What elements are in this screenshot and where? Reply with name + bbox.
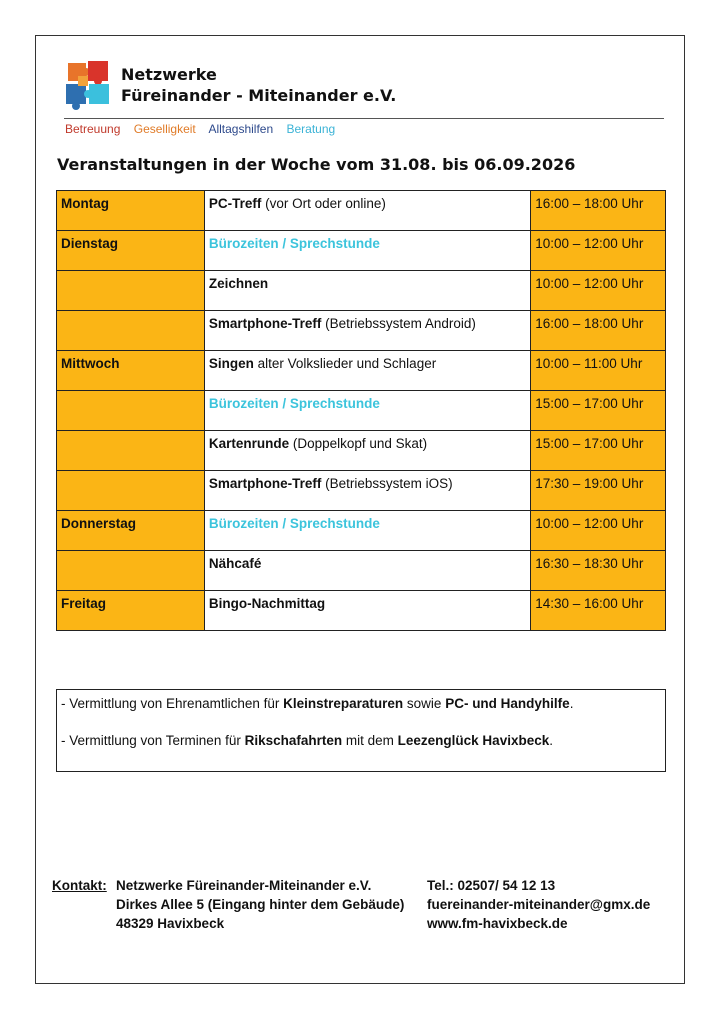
schedule-day-cell: Freitag — [57, 591, 205, 631]
schedule-time-cell: 16:00 – 18:00 Uhr — [531, 311, 666, 351]
schedule-row — [57, 271, 666, 311]
schedule-event-cell — [204, 351, 530, 391]
schedule-time-cell: 17:30 – 19:00 Uhr — [531, 471, 666, 511]
schedule-row — [57, 351, 666, 391]
schedule-event-cell — [204, 391, 530, 431]
event-detail: (Betriebssystem Android) — [321, 316, 476, 331]
contact-city: 48329 Havixbeck — [116, 916, 225, 931]
contact-address — [116, 876, 404, 933]
puzzle-logo-icon — [64, 60, 112, 112]
event-detail: (vor Ort oder online) — [261, 196, 386, 211]
event-title: Nähcafé — [208, 556, 262, 571]
event-detail: alter Volkslieder und Schlager — [253, 356, 437, 371]
schedule-table — [56, 190, 666, 631]
contact-email: fuereinander-miteinander@gmx.de — [427, 897, 651, 912]
contact-website: www.fm-havixbeck.de — [427, 916, 568, 931]
tagline-alltagshilfen: Alltagshilfen — [208, 122, 274, 136]
schedule-time-cell: 16:00 – 18:00 Uhr — [531, 191, 666, 231]
schedule-row — [57, 191, 666, 231]
event-title: Singen — [208, 356, 254, 371]
info-line-repairs: - Vermittlung von Ehrenamtlichen für Kleinstreparaturen sowie PC- und Handyhilfe. — [61, 696, 574, 711]
schedule-row — [57, 591, 666, 631]
event-title: Bingo-Nachmittag — [208, 596, 326, 611]
schedule-time-cell: 15:00 – 17:00 Uhr — [531, 391, 666, 431]
header-divider — [64, 118, 664, 119]
event-title: Bürozeiten / Sprechstunde — [208, 236, 380, 251]
contact-org-name: Netzwerke Füreinander-Miteinander e.V. — [116, 878, 372, 893]
contact-details — [427, 876, 650, 933]
contact-street: Dirkes Allee 5 (Eingang hinter dem Gebäude) — [116, 897, 405, 912]
info-box — [56, 689, 666, 772]
schedule-time-cell: 10:00 – 12:00 Uhr — [531, 511, 666, 551]
org-name-line2: Füreinander - Miteinander e.V. — [121, 86, 397, 105]
schedule-time-cell: 10:00 – 12:00 Uhr — [531, 271, 666, 311]
schedule-row — [57, 311, 666, 351]
contact-label: Kontakt: — [52, 878, 107, 893]
event-title: Zeichnen — [208, 276, 269, 291]
schedule-day-cell — [57, 311, 205, 351]
info-line-rickshaw: - Vermittlung von Terminen für Rikschafahrten mit dem Leezenglück Havixbeck. — [61, 733, 553, 748]
page-title: Veranstaltungen in der Woche vom 31.08. bis 06.09.2026 — [57, 155, 576, 174]
schedule-row — [57, 391, 666, 431]
schedule-row — [57, 471, 666, 511]
schedule-row — [57, 231, 666, 271]
schedule-day-cell — [57, 471, 205, 511]
schedule-day-cell — [57, 431, 205, 471]
tagline-geselligkeit: Geselligkeit — [133, 122, 196, 136]
schedule-event-cell — [204, 511, 530, 551]
schedule-event-cell — [204, 311, 530, 351]
event-title: Smartphone-Treff — [208, 476, 322, 491]
schedule-event-cell — [204, 231, 530, 271]
event-title: Smartphone-Treff — [208, 316, 322, 331]
tagline-betreuung: Betreuung — [65, 122, 121, 136]
schedule-day-cell: Montag — [57, 191, 205, 231]
event-title: PC-Treff — [208, 196, 262, 211]
schedule-event-cell — [204, 271, 530, 311]
schedule-row — [57, 511, 666, 551]
schedule-time-cell: 15:00 – 17:00 Uhr — [531, 431, 666, 471]
schedule-event-cell — [204, 591, 530, 631]
schedule-day-cell — [57, 551, 205, 591]
schedule-time-cell: 10:00 – 11:00 Uhr — [531, 351, 666, 391]
schedule-event-cell — [204, 191, 530, 231]
event-title: Bürozeiten / Sprechstunde — [208, 516, 380, 531]
schedule-row — [57, 551, 666, 591]
organization-name — [121, 64, 396, 106]
event-title: Bürozeiten / Sprechstunde — [208, 396, 380, 411]
contact-phone: Tel.: 02507/ 54 12 13 — [427, 878, 556, 893]
schedule-day-cell — [57, 271, 205, 311]
schedule-day-cell — [57, 391, 205, 431]
event-title: Kartenrunde — [208, 436, 290, 451]
tagline — [65, 122, 345, 136]
schedule-event-cell — [204, 551, 530, 591]
schedule-time-cell: 16:30 – 18:30 Uhr — [531, 551, 666, 591]
event-detail: (Betriebssystem iOS) — [321, 476, 453, 491]
schedule-time-cell: 14:30 – 16:00 Uhr — [531, 591, 666, 631]
schedule-event-cell — [204, 431, 530, 471]
schedule-day-cell: Dienstag — [57, 231, 205, 271]
schedule-day-cell: Donnerstag — [57, 511, 205, 551]
schedule-event-cell — [204, 471, 530, 511]
event-detail: (Doppelkopf und Skat) — [289, 436, 428, 451]
org-name-line1: Netzwerke — [121, 65, 217, 84]
schedule-time-cell: 10:00 – 12:00 Uhr — [531, 231, 666, 271]
schedule-row — [57, 431, 666, 471]
schedule-day-cell: Mittwoch — [57, 351, 205, 391]
tagline-beratung: Beratung — [286, 122, 336, 136]
